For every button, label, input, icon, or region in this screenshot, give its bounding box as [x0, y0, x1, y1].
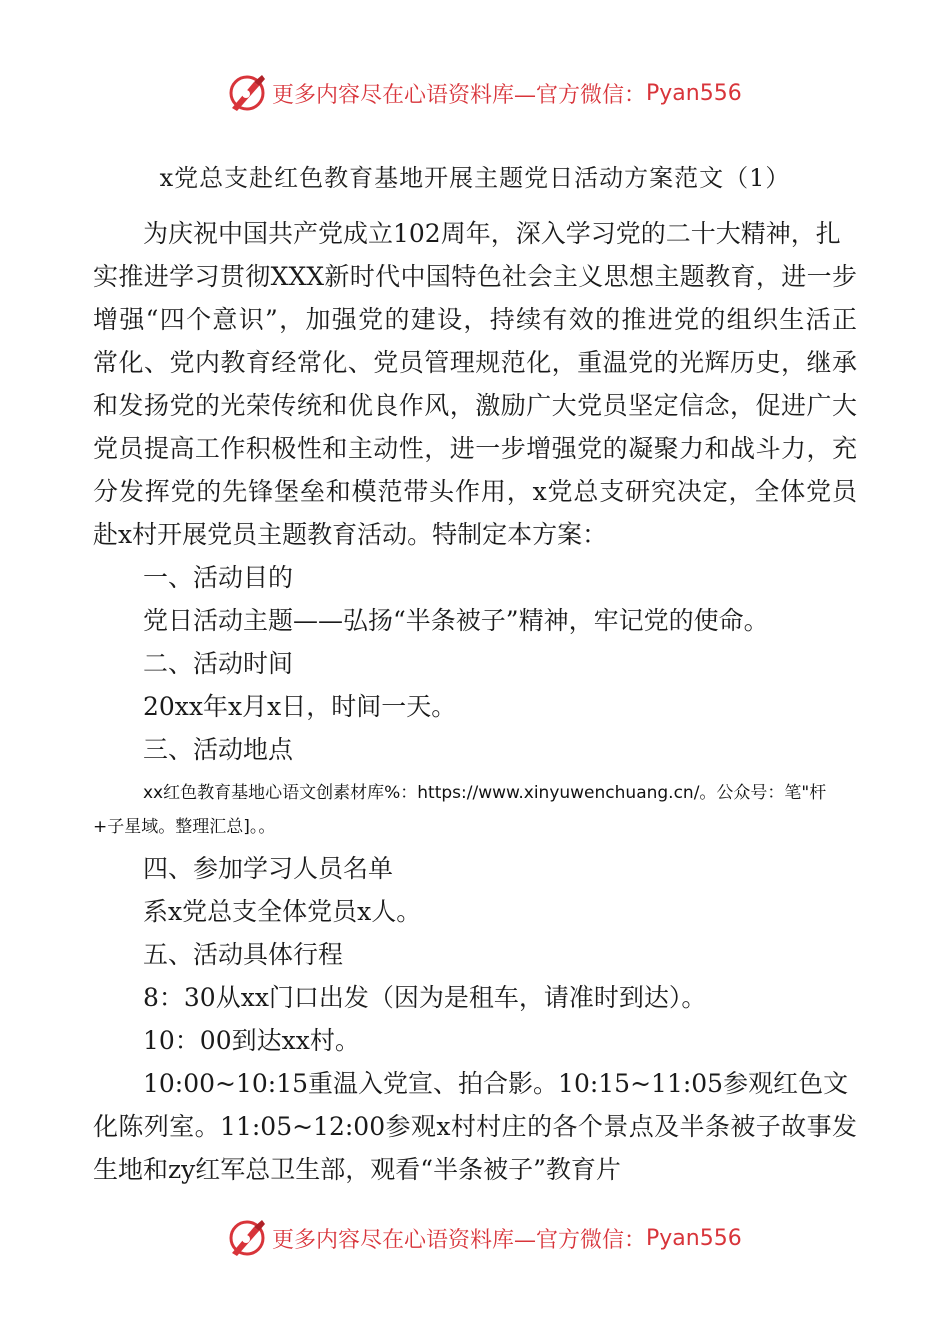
pen-logo-icon	[224, 1215, 270, 1261]
section-heading: 五、活动具体行程	[143, 940, 344, 969]
intro-line: 常化、党内教育经常化、党员管理规范化，重温党的光辉历史，继承	[93, 348, 857, 377]
section-body: 系x党总支全体党员x人。	[143, 897, 422, 926]
document-title: x党总支赴红色教育基地开展主题党日活动方案范文（1）	[159, 164, 791, 192]
section-heading: 一、活动目的	[143, 563, 294, 592]
itinerary-line: 生地和zy红军总卫生部，观看“半条被子”教育片	[93, 1155, 621, 1184]
intro-line: 赴x村开展党员主题教育活动。特制定本方案：	[93, 520, 608, 549]
section-body-location: xx红色教育基地心语文创素材库%：https://www.xinyuwenchuang.cn/。公众号：笔"杆	[143, 783, 827, 803]
footer-banner	[224, 1213, 742, 1263]
itinerary-line: 10:00~10:15重温入党宣、拍合影。10:15~11:05参观红色文	[143, 1069, 849, 1098]
section-body: 20xx年x月x日，时间一天。	[143, 692, 457, 721]
intro-line: 分发挥党的先锋堡垒和模范带头作用，x党总支研究决定，全体党员	[93, 477, 857, 506]
header-banner	[224, 68, 742, 118]
itinerary-item: 8：30从xx门口出发（因为是租车，请准时到达）。	[143, 983, 707, 1012]
intro-line: 党员提高工作积极性和主动性，进一步增强党的凝聚力和战斗力，充	[93, 434, 857, 463]
itinerary-item: 10：00到达xx村。	[143, 1026, 360, 1055]
intro-line: 为庆祝中国共产党成立102周年，深入学习党的二十大精神，扎	[143, 219, 841, 248]
banner-wechat-id: Pyan556	[646, 1225, 742, 1251]
section-body: 党日活动主题——弘扬“半条被子”精神，牢记党的使命。	[143, 606, 769, 635]
banner-text: 更多内容尽在心语资料库—官方微信：	[272, 1227, 647, 1253]
section-heading: 四、参加学习人员名单	[143, 854, 394, 883]
intro-line: 和发扬党的光荣传统和优良作风，激励广大党员坚定信念，促进广大	[93, 391, 857, 420]
section-heading: 二、活动时间	[143, 649, 294, 678]
intro-line: 增强“四个意识”，加强党的建设，持续有效的推进党的组织生活正	[93, 305, 857, 334]
intro-line: 实推进学习贯彻XXX新时代中国特色社会主义思想主题教育，进一步	[93, 262, 857, 291]
pen-logo-icon	[224, 70, 270, 116]
section-body-location-cont: +子星域。整理汇总]。。	[93, 817, 276, 837]
banner-wechat-id: Pyan556	[646, 80, 742, 106]
banner-text: 更多内容尽在心语资料库—官方微信：	[272, 82, 647, 108]
itinerary-line: 化陈列室。11:05~12:00参观x村村庄的各个景点及半条被子故事发	[93, 1112, 857, 1141]
section-heading: 三、活动地点	[143, 735, 294, 764]
